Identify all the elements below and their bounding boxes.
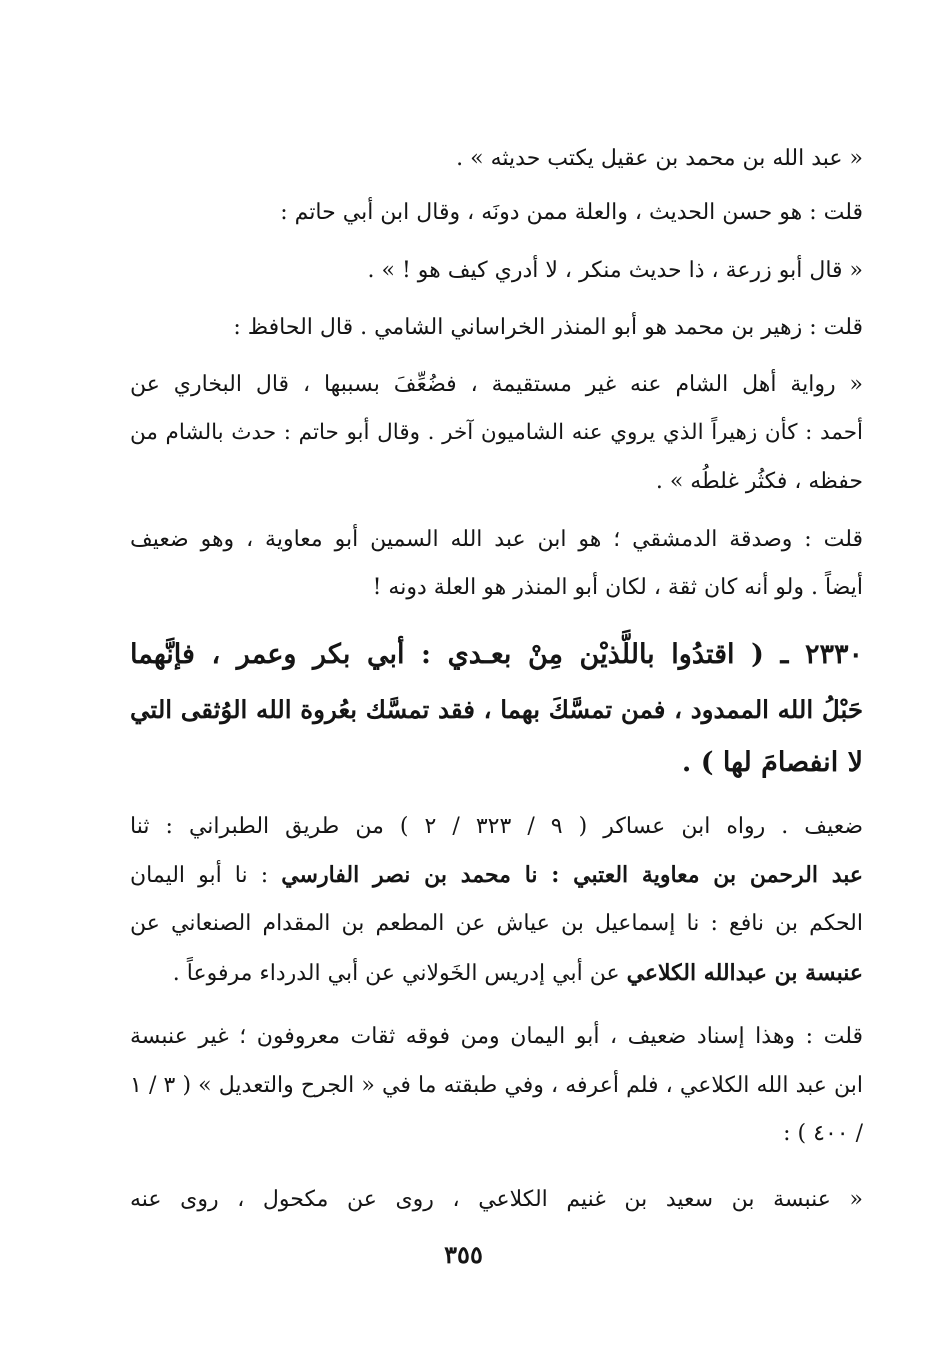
text-line: أحمد : كأن زهيراً الذي يروي عنه الشاميون آخر . وقال أبو حاتم : حدث بالشام من [130,420,863,445]
text-line: « رواية أهل الشام عنه غير مستقيمة ، فضُعِّفَ بسببها ، قال البخاري عن [130,372,863,397]
takhrij-line: الحكم بن نافع : نا إسماعيل بن عياش عن المطعم بن المقدام الصنعاني عن [130,911,863,936]
text-line: أيضاً . ولو أنه كان ثقة ، لكان أبو المنذر هو العلة دونه ! [372,575,863,600]
comment-line: / ٤٠٠ ) : [783,1121,863,1146]
comment-line: قلت : وهذا إسناد ضعيف ، أبو اليمان ومن فوقه ثقات معروفون ؛ غير عنبسة [130,1024,863,1049]
takhrij-line [130,958,863,989]
hadith-text-line: لا انفصامَ لها ) . [681,747,863,778]
comment-line: « عنبسة بن سعيد بن غنيم الكلاعي ، روى عن مكحول ، روى عنه [130,1187,863,1212]
text-line: قلت : هو حسن الحديث ، والعلة ممن دونَه ، وقال ابن أبي حاتم : [280,200,863,225]
takhrij-text: : نا أبو اليمان [130,863,282,888]
narrator-name: عنبسة بن عبدالله الكلاعي [626,960,863,986]
text-line: قلت : زهير بن محمد هو أبو المنذر الخراساني الشامي . قال الحافظ : [233,315,863,340]
page-number: ٣٥٥ [444,1240,483,1269]
text-line: قلت : وصدقة الدمشقي ؛ هو ابن عبد الله السمين أبو معاوية ، وهو ضعيف [130,527,863,552]
comment-line: ابن عبد الله الكلاعي ، فلم أعرفه ، وفي طبقته ما في « الجرح والتعديل » ( ٣ / ١ [130,1073,863,1098]
narrator-names: عبد الرحمن بن معاوية العتبي : نا محمد بن نصر الفارسي [281,862,864,888]
takhrij-line [130,860,863,891]
text-line: « قال أبو زرعة ، ذا حديث منكر ، لا أدري كيف هو ! » . [367,258,863,283]
text-line: حفظه ، فكثُر غلطُه » . [655,469,863,494]
hadith-heading-line: ٢٣٣٠ ـ ( اقتدُوا باللَّذيْن مِنْ بعـدي : أبي بكر وعمر ، فإنَّهما [130,639,863,670]
takhrij-text: عن أبي إدريس الخَولاني عن أبي الدرداء مرفوعاً . [172,961,627,986]
takhrij-line: ضعيف . رواه ابن عساكر ( ٩ / ٣٢٣ / ٢ ) من طريق الطبراني : ثنا [130,814,864,839]
text-line: « عبد الله بن محمد بن عقيل يكتب حديثه » . [456,146,863,171]
hadith-text-line: حَبْلُ الله الممدود ، فمن تمسَّكَ بهما ، فقد تمسَّك بعُروة الله الوُثقى التي [130,695,863,724]
